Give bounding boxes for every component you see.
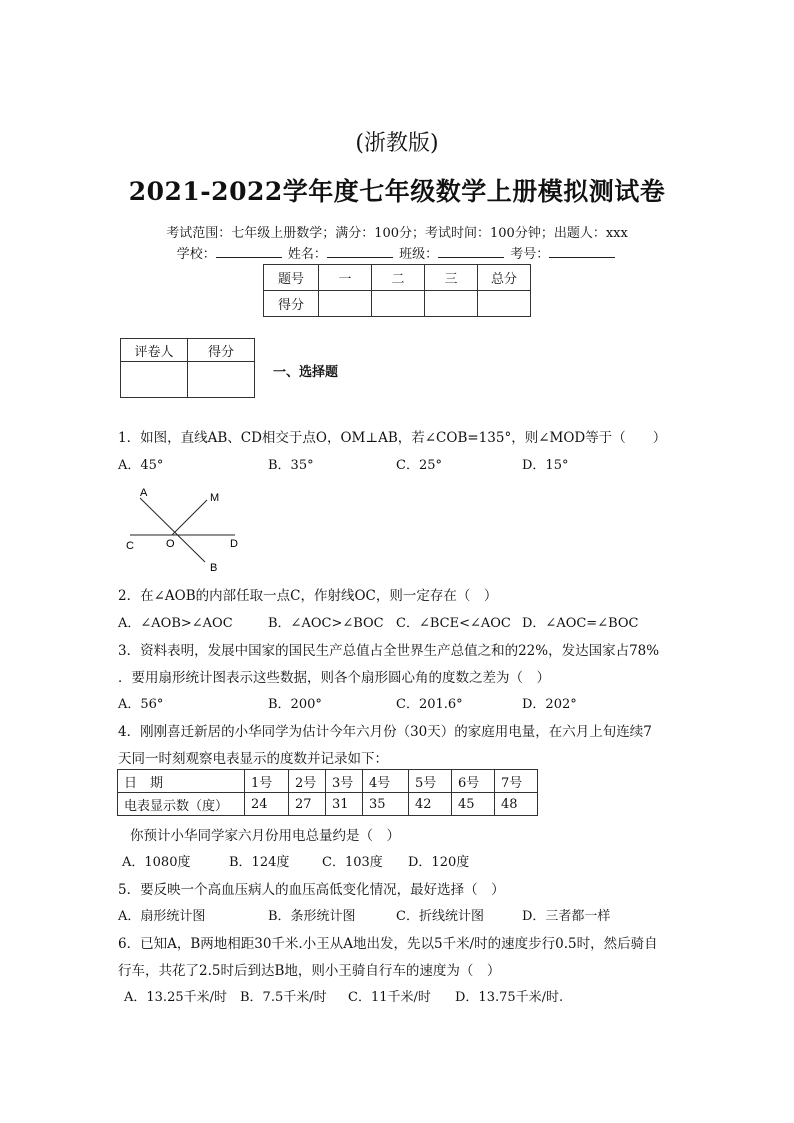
table-cell: 45	[452, 793, 495, 816]
q2-option-a: A．∠AOB>∠AOC	[118, 616, 233, 631]
table-cell: 35	[363, 793, 409, 816]
label-m: M	[210, 492, 220, 504]
table-cell: 6号	[452, 770, 495, 793]
table-cell: 48	[495, 793, 538, 816]
score-header-cell: 一	[319, 265, 372, 291]
ray-om	[172, 500, 207, 535]
reviewer-cell	[188, 362, 255, 398]
q3-option-d: D．202°	[522, 697, 577, 712]
reviewer-table	[120, 338, 255, 398]
table-cell: 3号	[326, 770, 363, 793]
reviewer-header-cell: 得分	[188, 339, 255, 362]
score-table	[263, 264, 531, 317]
student-info-line	[0, 243, 794, 262]
label-d: D	[230, 538, 238, 550]
table-cell: 31	[326, 793, 363, 816]
q4-option-c: C．103度	[322, 855, 383, 870]
class-label: 班级：	[399, 247, 439, 262]
table-cell: 2号	[289, 770, 326, 793]
question-4-prompt: 你预计小华同学家六月份用电总量约是（ ）	[130, 828, 400, 844]
score-header-cell: 总分	[478, 265, 531, 291]
question-5-text: 5．要反映一个高血压病人的血压高低变化情况，最好选择（ ）	[118, 882, 505, 898]
electricity-table	[117, 769, 538, 816]
score-header-cell: 题号	[264, 265, 319, 291]
q6-option-c: C．11千米/时	[348, 990, 431, 1005]
score-cell	[372, 291, 425, 317]
score-header-cell: 三	[425, 265, 478, 291]
label-c: C	[126, 540, 134, 552]
section-title: 一、选择题	[273, 365, 339, 380]
question-1-text: 1．如图，直线AB、CD相交于点O，OM⊥AB，若∠COB=135°，则∠MOD等于（ ）	[118, 430, 667, 446]
reviewer-cell	[121, 362, 188, 398]
table-cell: 4号	[363, 770, 409, 793]
label-o: O	[166, 538, 175, 550]
q3-option-b: B．200°	[268, 697, 322, 712]
score-cell	[425, 291, 478, 317]
q3-option-c: C．201.6°	[396, 697, 463, 712]
question-4-text-line2: 天同一时刻观察电表显示的度数并记录如下：	[118, 751, 388, 767]
school-label: 学校：	[176, 247, 216, 262]
q4-option-b: B．124度	[229, 855, 290, 870]
q2-option-d: D．∠AOC=∠BOC	[522, 616, 639, 631]
score-cell	[478, 291, 531, 317]
page-title: 2021-2022学年度七年级数学上册模拟测试卷	[128, 177, 666, 206]
exam-info: 考试范围：七年级上册数学；满分：100分；考试时间：100分钟；出题人：xxx	[166, 226, 628, 241]
table-cell: 1号	[245, 770, 289, 793]
table-cell: 42	[409, 793, 452, 816]
school-blank	[216, 245, 282, 258]
score-row-label: 得分	[264, 291, 319, 317]
q6-option-b: B．7.5千米/时	[240, 990, 327, 1005]
table-cell: 27	[289, 793, 326, 816]
line-ab	[140, 498, 205, 562]
number-blank	[549, 245, 615, 258]
intersecting-lines-figure	[120, 485, 250, 575]
table-cell: 7号	[495, 770, 538, 793]
number-label: 考号：	[510, 247, 550, 262]
q3-option-a: A．56°	[118, 697, 164, 712]
table-cell: 电表显示数（度）	[118, 793, 245, 816]
question-3-text-line2: ．要用扇形统计图表示这些数据，则各个扇形圆心角的度数之差为（ ）	[118, 670, 550, 686]
q1-option-d: D．15°	[522, 458, 569, 473]
q1-option-b: B．35°	[268, 458, 314, 473]
name-label: 姓名：	[287, 247, 327, 262]
reviewer-header-cell: 评卷人	[121, 339, 188, 362]
reviewer-header-row	[121, 339, 255, 362]
edition-subtitle: (浙教版)	[355, 131, 439, 156]
question-6-text-line1: 6．已知A，B两地相距30千米.小王从A地出发，先以5千米/时的速度步行0.5时，然后骑自	[118, 936, 658, 952]
q5-option-d: D．三者都一样	[522, 909, 611, 924]
q1-option-c: C．25°	[396, 458, 442, 473]
table-row	[118, 793, 538, 816]
question-2-text: 2．在∠AOB的内部任取一点C，作射线OC，则一定存在（ ）	[118, 588, 498, 604]
q1-option-a: A．45°	[118, 458, 164, 473]
label-a: A	[140, 487, 148, 499]
table-cell: 日 期	[118, 770, 245, 793]
score-header-row	[264, 265, 531, 291]
q5-option-b: B．条形统计图	[268, 909, 356, 924]
q4-option-d: D．120度	[408, 855, 470, 870]
label-b: B	[210, 562, 218, 574]
score-value-row	[264, 291, 531, 317]
q6-option-d: D．13.75千米/时.	[455, 990, 564, 1005]
score-cell	[319, 291, 372, 317]
q2-option-b: B．∠AOC>∠BOC	[268, 616, 384, 631]
table-row	[118, 770, 538, 793]
question-6-text-line2: 行车，共花了2.5时后到达B地，则小王骑自行车的速度为（ ）	[118, 963, 501, 979]
table-cell: 5号	[409, 770, 452, 793]
q2-option-c: C．∠BCE<∠AOC	[396, 616, 511, 631]
class-blank	[438, 245, 504, 258]
reviewer-body-row	[121, 362, 255, 398]
question-4-text-line1: 4．刚刚喜迁新居的小华同学为估计今年六月份（30天）的家庭用电量，在六月上旬连续7	[118, 724, 652, 740]
question-3-text-line1: 3．资料表明，发展中国家的国民生产总值占全世界生产总值之和的22%，发达国家占78%	[118, 643, 660, 659]
name-blank	[327, 245, 393, 258]
q5-option-c: C．折线统计图	[396, 909, 484, 924]
score-header-cell: 二	[372, 265, 425, 291]
q5-option-a: A．扇形统计图	[118, 909, 206, 924]
q6-option-a: A．13.25千米/时	[124, 990, 227, 1005]
table-cell: 24	[245, 793, 289, 816]
q4-option-a: A．1080度	[122, 855, 191, 870]
